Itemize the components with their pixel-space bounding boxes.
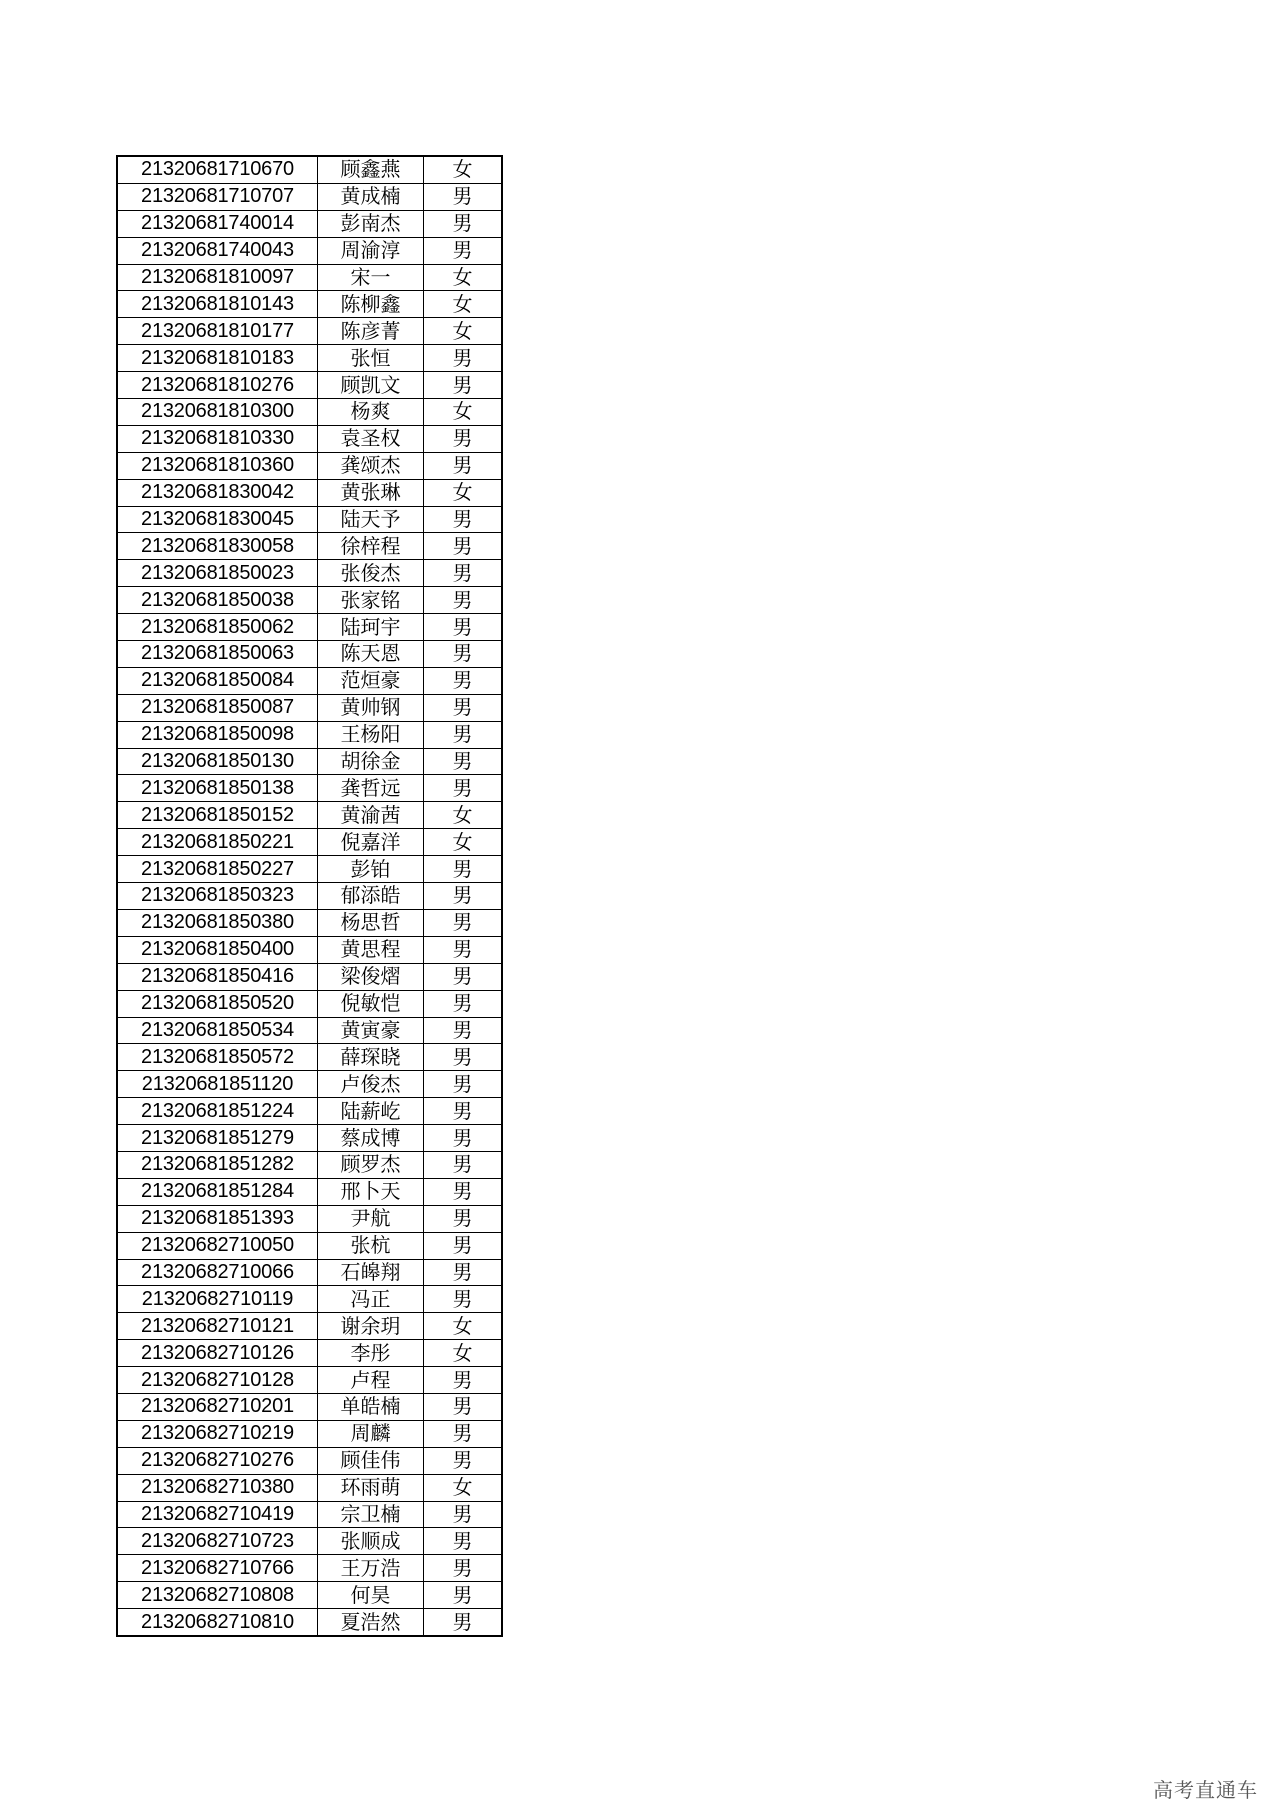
gender-cell: 男	[424, 1555, 503, 1582]
student-name-cell: 张俊杰	[318, 560, 424, 587]
student-name-cell: 宋一	[318, 264, 424, 291]
student-name-cell: 顾佳伟	[318, 1447, 424, 1474]
gender-cell: 男	[424, 587, 503, 614]
exam-id-cell: 21320681850063	[117, 641, 318, 668]
gender-cell: 男	[424, 372, 503, 399]
table-row	[117, 183, 502, 210]
exam-id-cell: 21320681850323	[117, 883, 318, 910]
table-row	[117, 1071, 502, 1098]
student-name-cell: 单皓楠	[318, 1393, 424, 1420]
table-row	[117, 694, 502, 721]
table-row	[117, 775, 502, 802]
exam-id-cell: 21320682710050	[117, 1232, 318, 1259]
student-name-cell: 倪敏恺	[318, 990, 424, 1017]
student-name-cell: 彭南杰	[318, 210, 424, 237]
exam-id-cell: 21320681810183	[117, 345, 318, 372]
table-row	[117, 963, 502, 990]
student-name-cell: 陈柳鑫	[318, 291, 424, 318]
student-name-cell: 何昊	[318, 1582, 424, 1609]
exam-id-cell: 21320681850084	[117, 667, 318, 694]
student-name-cell: 胡徐金	[318, 748, 424, 775]
exam-id-cell: 21320681810097	[117, 264, 318, 291]
exam-id-cell: 21320681850062	[117, 614, 318, 641]
exam-id-cell: 21320681710670	[117, 156, 318, 183]
student-name-cell: 陆天予	[318, 506, 424, 533]
gender-cell: 男	[424, 1367, 503, 1394]
exam-id-cell: 21320681851284	[117, 1178, 318, 1205]
student-name-cell: 梁俊熠	[318, 963, 424, 990]
exam-id-cell: 21320681850152	[117, 802, 318, 829]
student-name-cell: 周渝淳	[318, 237, 424, 264]
exam-id-cell: 21320682710119	[117, 1286, 318, 1313]
student-name-cell: 王杨阳	[318, 721, 424, 748]
gender-cell: 男	[424, 425, 503, 452]
table-row	[117, 1447, 502, 1474]
table-row	[117, 210, 502, 237]
gender-cell: 女	[424, 479, 503, 506]
gender-cell: 女	[424, 1313, 503, 1340]
table-row	[117, 1151, 502, 1178]
gender-cell: 男	[424, 452, 503, 479]
gender-cell: 男	[424, 748, 503, 775]
table-row	[117, 1528, 502, 1555]
exam-id-cell: 21320681850138	[117, 775, 318, 802]
exam-id-cell: 21320682710766	[117, 1555, 318, 1582]
exam-id-cell: 21320682710419	[117, 1501, 318, 1528]
table-row	[117, 641, 502, 668]
student-name-cell: 邢卜天	[318, 1178, 424, 1205]
gender-cell: 女	[424, 264, 503, 291]
exam-id-cell: 21320681850416	[117, 963, 318, 990]
table-row	[117, 1044, 502, 1071]
exam-id-cell: 21320681850038	[117, 587, 318, 614]
exam-id-cell: 21320681850098	[117, 721, 318, 748]
exam-id-cell: 21320681851282	[117, 1151, 318, 1178]
exam-id-cell: 21320681710707	[117, 183, 318, 210]
table-row	[117, 856, 502, 883]
exam-id-cell: 21320681810360	[117, 452, 318, 479]
exam-id-cell: 21320681850400	[117, 936, 318, 963]
student-name-cell: 倪嘉洋	[318, 829, 424, 856]
student-name-cell: 顾罗杰	[318, 1151, 424, 1178]
table-row	[117, 1313, 502, 1340]
watermark: 高考直通车	[1153, 1778, 1258, 1802]
gender-cell: 男	[424, 1044, 503, 1071]
gender-cell: 男	[424, 1205, 503, 1232]
gender-cell: 男	[424, 1098, 503, 1125]
gender-cell: 男	[424, 1420, 503, 1447]
gender-cell: 男	[424, 721, 503, 748]
student-name-cell: 郁添皓	[318, 883, 424, 910]
gender-cell: 男	[424, 1125, 503, 1152]
exam-id-cell: 21320681810330	[117, 425, 318, 452]
student-name-cell: 黄渝茜	[318, 802, 424, 829]
student-name-cell: 龚哲远	[318, 775, 424, 802]
student-name-cell: 卢俊杰	[318, 1071, 424, 1098]
exam-id-cell: 21320681850087	[117, 694, 318, 721]
table-row	[117, 909, 502, 936]
gender-cell: 男	[424, 560, 503, 587]
gender-cell: 男	[424, 667, 503, 694]
exam-id-cell: 21320681810143	[117, 291, 318, 318]
exam-id-cell: 21320682710723	[117, 1528, 318, 1555]
exam-id-cell: 21320682710128	[117, 1367, 318, 1394]
gender-cell: 男	[424, 1286, 503, 1313]
exam-id-cell: 21320681851224	[117, 1098, 318, 1125]
table-row	[117, 291, 502, 318]
student-name-cell: 龚颂杰	[318, 452, 424, 479]
table-row	[117, 1555, 502, 1582]
exam-id-cell: 21320682710808	[117, 1582, 318, 1609]
table-row	[117, 1420, 502, 1447]
gender-cell: 男	[424, 641, 503, 668]
table-row	[117, 506, 502, 533]
student-name-cell: 黄张琳	[318, 479, 424, 506]
gender-cell: 男	[424, 614, 503, 641]
student-name-cell: 尹航	[318, 1205, 424, 1232]
exam-id-cell: 21320681850572	[117, 1044, 318, 1071]
student-name-cell: 环雨萌	[318, 1474, 424, 1501]
gender-cell: 女	[424, 291, 503, 318]
table-row	[117, 883, 502, 910]
table-row	[117, 614, 502, 641]
exam-id-cell: 21320681850221	[117, 829, 318, 856]
roster-body	[117, 156, 502, 1636]
table-row	[117, 1259, 502, 1286]
exam-id-cell: 21320681830042	[117, 479, 318, 506]
exam-id-cell: 21320681810177	[117, 318, 318, 345]
student-name-cell: 张家铭	[318, 587, 424, 614]
table-row	[117, 1340, 502, 1367]
table-row	[117, 829, 502, 856]
table-row	[117, 587, 502, 614]
table-row	[117, 1582, 502, 1609]
table-row	[117, 425, 502, 452]
exam-id-cell: 21320681850520	[117, 990, 318, 1017]
gender-cell: 男	[424, 936, 503, 963]
student-name-cell: 陈彦菁	[318, 318, 424, 345]
exam-id-cell: 21320681850534	[117, 1017, 318, 1044]
gender-cell: 女	[424, 399, 503, 426]
exam-id-cell: 21320682710126	[117, 1340, 318, 1367]
table-row	[117, 936, 502, 963]
student-name-cell: 张顺成	[318, 1528, 424, 1555]
exam-id-cell: 21320682710219	[117, 1420, 318, 1447]
gender-cell: 男	[424, 1582, 503, 1609]
table-row	[117, 1501, 502, 1528]
table-row	[117, 372, 502, 399]
table-row	[117, 399, 502, 426]
student-name-cell: 蔡成博	[318, 1125, 424, 1152]
table-row	[117, 1367, 502, 1394]
exam-id-cell: 21320681851393	[117, 1205, 318, 1232]
table-row	[117, 1286, 502, 1313]
gender-cell: 女	[424, 802, 503, 829]
table-row	[117, 1017, 502, 1044]
gender-cell: 男	[424, 1259, 503, 1286]
exam-id-cell: 21320681810300	[117, 399, 318, 426]
table-row	[117, 1609, 502, 1636]
student-name-cell: 范烜豪	[318, 667, 424, 694]
gender-cell: 男	[424, 345, 503, 372]
student-name-cell: 谢余玥	[318, 1313, 424, 1340]
exam-id-cell: 21320682710201	[117, 1393, 318, 1420]
exam-id-cell: 21320682710810	[117, 1609, 318, 1636]
table-row	[117, 667, 502, 694]
table-row	[117, 560, 502, 587]
student-name-cell: 杨爽	[318, 399, 424, 426]
student-name-cell: 陆薪屹	[318, 1098, 424, 1125]
student-name-cell: 顾凯文	[318, 372, 424, 399]
exam-id-cell: 21320681851120	[117, 1071, 318, 1098]
gender-cell: 女	[424, 829, 503, 856]
student-name-cell: 张恒	[318, 345, 424, 372]
gender-cell: 男	[424, 1178, 503, 1205]
gender-cell: 女	[424, 1340, 503, 1367]
table-row	[117, 345, 502, 372]
student-name-cell: 冯正	[318, 1286, 424, 1313]
exam-id-cell: 21320682710276	[117, 1447, 318, 1474]
gender-cell: 男	[424, 963, 503, 990]
gender-cell: 男	[424, 1501, 503, 1528]
exam-id-cell: 21320682710066	[117, 1259, 318, 1286]
gender-cell: 男	[424, 1017, 503, 1044]
table-row	[117, 1125, 502, 1152]
gender-cell: 女	[424, 156, 503, 183]
table-row	[117, 237, 502, 264]
student-name-cell: 卢程	[318, 1367, 424, 1394]
gender-cell: 男	[424, 856, 503, 883]
student-name-cell: 彭铂	[318, 856, 424, 883]
exam-id-cell: 21320681850023	[117, 560, 318, 587]
table-row	[117, 802, 502, 829]
table-row	[117, 990, 502, 1017]
gender-cell: 男	[424, 183, 503, 210]
table-row	[117, 748, 502, 775]
exam-id-cell: 21320681850227	[117, 856, 318, 883]
gender-cell: 男	[424, 990, 503, 1017]
table-row	[117, 721, 502, 748]
exam-id-cell: 21320681850380	[117, 909, 318, 936]
gender-cell: 女	[424, 318, 503, 345]
exam-id-cell: 21320681850130	[117, 748, 318, 775]
gender-cell: 男	[424, 506, 503, 533]
table-row	[117, 1232, 502, 1259]
student-name-cell: 张杭	[318, 1232, 424, 1259]
exam-id-cell: 21320681830045	[117, 506, 318, 533]
exam-id-cell: 21320681851279	[117, 1125, 318, 1152]
gender-cell: 男	[424, 694, 503, 721]
student-name-cell: 陈天恩	[318, 641, 424, 668]
gender-cell: 男	[424, 210, 503, 237]
student-name-cell: 杨思哲	[318, 909, 424, 936]
gender-cell: 男	[424, 1151, 503, 1178]
student-name-cell: 黄寅豪	[318, 1017, 424, 1044]
student-name-cell: 夏浩然	[318, 1609, 424, 1636]
gender-cell: 女	[424, 1474, 503, 1501]
student-name-cell: 李彤	[318, 1340, 424, 1367]
exam-id-cell: 21320682710380	[117, 1474, 318, 1501]
student-name-cell: 黄帅钢	[318, 694, 424, 721]
student-name-cell: 黄成楠	[318, 183, 424, 210]
table-row	[117, 452, 502, 479]
student-name-cell: 袁圣权	[318, 425, 424, 452]
student-name-cell: 王万浩	[318, 1555, 424, 1582]
gender-cell: 男	[424, 909, 503, 936]
exam-id-cell: 21320682710121	[117, 1313, 318, 1340]
gender-cell: 男	[424, 1393, 503, 1420]
table-row	[117, 264, 502, 291]
table-row	[117, 1098, 502, 1125]
gender-cell: 男	[424, 1071, 503, 1098]
gender-cell: 男	[424, 1528, 503, 1555]
table-row	[117, 533, 502, 560]
table-row	[117, 1393, 502, 1420]
student-name-cell: 黄思程	[318, 936, 424, 963]
exam-id-cell: 21320681740014	[117, 210, 318, 237]
gender-cell: 男	[424, 775, 503, 802]
student-name-cell: 薛琛晓	[318, 1044, 424, 1071]
student-roster-table	[116, 155, 503, 1637]
exam-id-cell: 21320681740043	[117, 237, 318, 264]
gender-cell: 男	[424, 1609, 503, 1636]
table-row	[117, 156, 502, 183]
student-name-cell: 徐梓程	[318, 533, 424, 560]
gender-cell: 男	[424, 1447, 503, 1474]
gender-cell: 男	[424, 533, 503, 560]
table-row	[117, 318, 502, 345]
student-name-cell: 宗卫楠	[318, 1501, 424, 1528]
table-row	[117, 1474, 502, 1501]
student-name-cell: 陆珂宇	[318, 614, 424, 641]
gender-cell: 男	[424, 1232, 503, 1259]
gender-cell: 男	[424, 883, 503, 910]
table-row	[117, 1178, 502, 1205]
table-row	[117, 1205, 502, 1232]
exam-id-cell: 21320681830058	[117, 533, 318, 560]
table-row	[117, 479, 502, 506]
student-name-cell: 周麟	[318, 1420, 424, 1447]
student-name-cell: 顾鑫燕	[318, 156, 424, 183]
student-name-cell: 石皞翔	[318, 1259, 424, 1286]
gender-cell: 男	[424, 237, 503, 264]
exam-id-cell: 21320681810276	[117, 372, 318, 399]
